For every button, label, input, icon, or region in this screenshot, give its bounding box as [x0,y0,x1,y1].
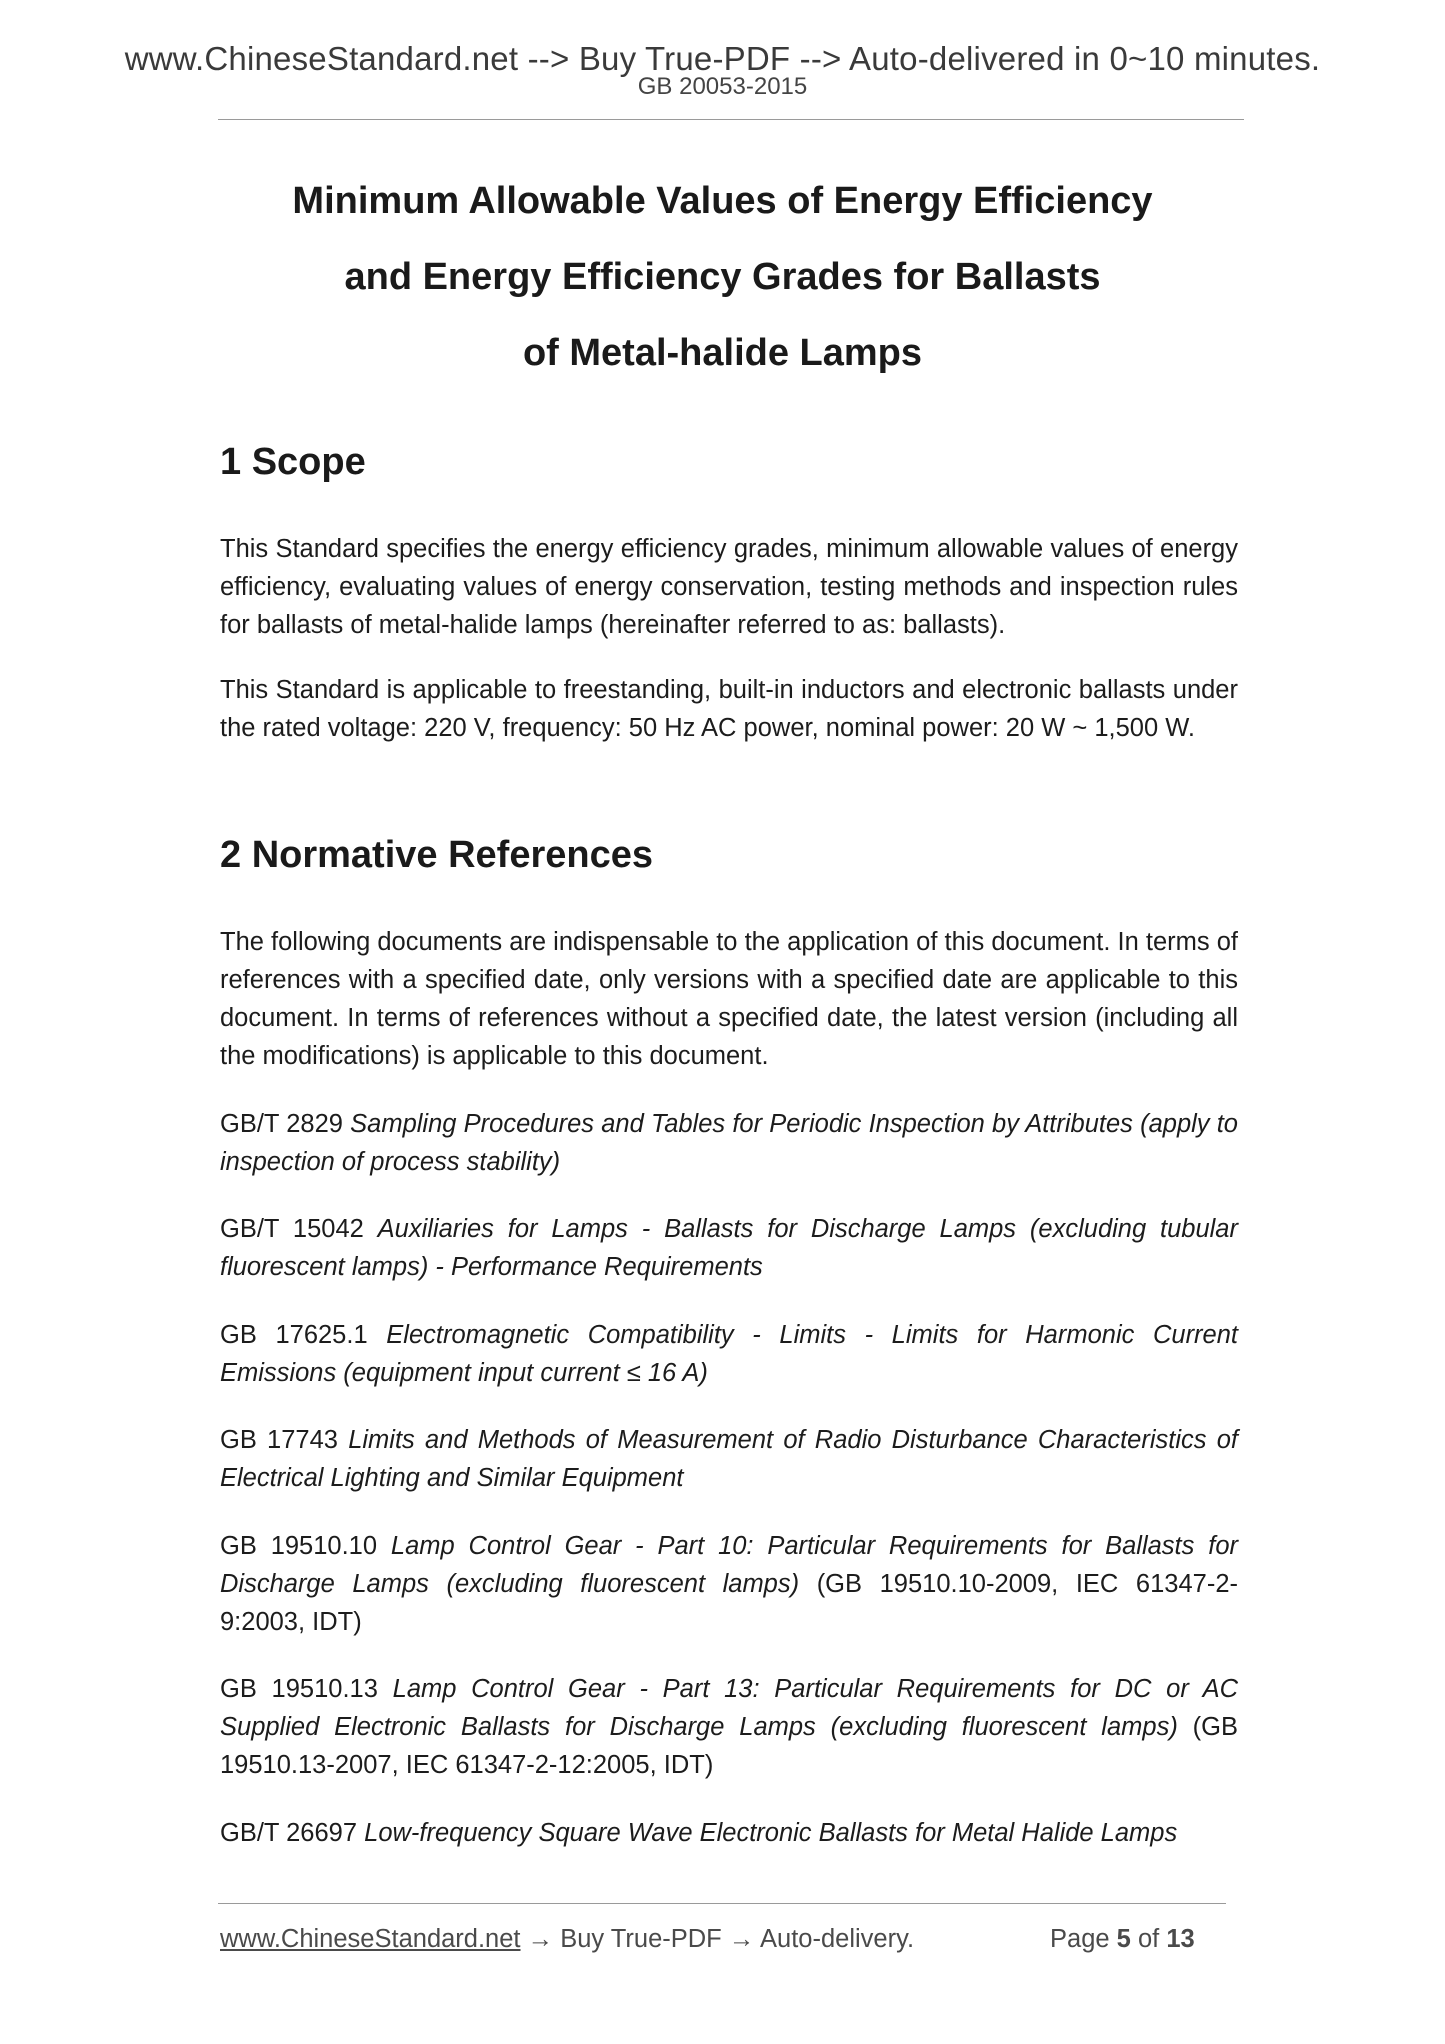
reference-title: Electromagnetic Compatibility - Limits - Limits for Harmonic Current Emissions (equipment input current ≤ 16 A) [220,1321,1238,1387]
arrow-icon: → [527,1925,554,1953]
reference-item [220,1316,1238,1392]
reference-code: GB 17743 [220,1426,338,1454]
reference-title: Lamp Control Gear - Part 13: Particular Requirements for DC or AC Supplied Electronic Ballasts for Discharge Lamps (excluding fluorescent lamps) [220,1675,1238,1741]
reference-item [220,1670,1238,1784]
reference-item [220,1421,1238,1497]
reference-code: GB/T 2829 [220,1110,343,1138]
reference-title: Lamp Control Gear - Part 10: Particular Requirements for Ballasts for Discharge Lamps (excluding fluorescent lamps) [220,1532,1238,1598]
reference-code: GB 19510.13 [220,1675,378,1703]
site-link[interactable]: www.ChineseStandard.net [220,1925,521,1953]
reference-item [220,1814,1238,1852]
reference-item [220,1105,1238,1181]
page-number: 5 [1116,1925,1131,1953]
delivery-text: Auto-delivery. [760,1925,915,1953]
document-title-line-3: of Metal-halide Lamps [522,332,923,374]
page-indicator [1050,1925,1195,1954]
reference-equivalence: (GB 19510.13-2007, IEC 61347-2-12:2005, IDT) [220,1713,1238,1779]
arrow-icon: → [728,1925,755,1953]
reference-item [220,1527,1238,1641]
site-banner: www.ChineseStandard.net --> Buy True-PDF --> Auto-delivered in 0~10 minutes. [124,40,1321,77]
header-divider [218,119,1244,120]
scope-paragraph-1: This Standard specifies the energy efficiency grades, minimum allowable values of energy efficiency, evaluating values of energy conservation, testing methods and inspection rules for ballasts of metal-halide lamps (hereinafter referred to as: ballasts). [220,535,1238,639]
reference-code: GB 19510.10 [220,1532,378,1560]
reference-code: GB/T 15042 [220,1215,364,1243]
scope-paragraph-2: This Standard is applicable to freestanding, built-in inductors and electronic ballasts under the rated voltage: 220 V, frequency: 50 Hz AC power, nominal power: 20 W ~ 1,500 W. [220,676,1238,742]
reference-code: GB 17625.1 [220,1321,368,1349]
reference-title: Sampling Procedures and Tables for Periodic Inspection by Attributes (apply to inspection of process stability) [220,1110,1238,1176]
reference-title: Auxiliaries for Lamps - Ballasts for Discharge Lamps (excluding tubular fluorescent lamps) - Performance Requirements [220,1215,1238,1281]
reference-equivalence: (GB 19510.10-2009, IEC 61347-2-9:2003, IDT) [220,1570,1238,1636]
footer-divider [218,1903,1226,1904]
page-total: 13 [1166,1925,1195,1953]
reference-title: Low-frequency Square Wave Electronic Ballasts for Metal Halide Lamps [364,1819,1178,1847]
footer-promo [220,1925,914,1954]
of-label: of [1137,1925,1160,1953]
section-heading-normative-references: 2 Normative References [220,834,653,876]
document-title-line-1: Minimum Allowable Values of Energy Efficiency [292,180,1153,222]
section-heading-scope: 1 Scope [220,441,366,483]
document-code: GB 20053-2015 [637,73,808,100]
reference-item [220,1210,1238,1286]
references-intro-paragraph: The following documents are indispensable to the application of this document. In terms of references with a specified date, only versions with a specified date are applicable to this document. In terms of references without a specified date, the latest version (including all the modifications) is applicable to this document. [220,928,1238,1070]
reference-title: Limits and Methods of Measurement of Radio Disturbance Characteristics of Electrical Lighting and Similar Equipment [220,1426,1238,1492]
document-title-line-2: and Energy Efficiency Grades for Ballasts [344,256,1101,298]
buy-text: Buy True-PDF [560,1925,722,1953]
page-label: Page [1050,1925,1110,1953]
reference-code: GB/T 26697 [220,1819,358,1847]
